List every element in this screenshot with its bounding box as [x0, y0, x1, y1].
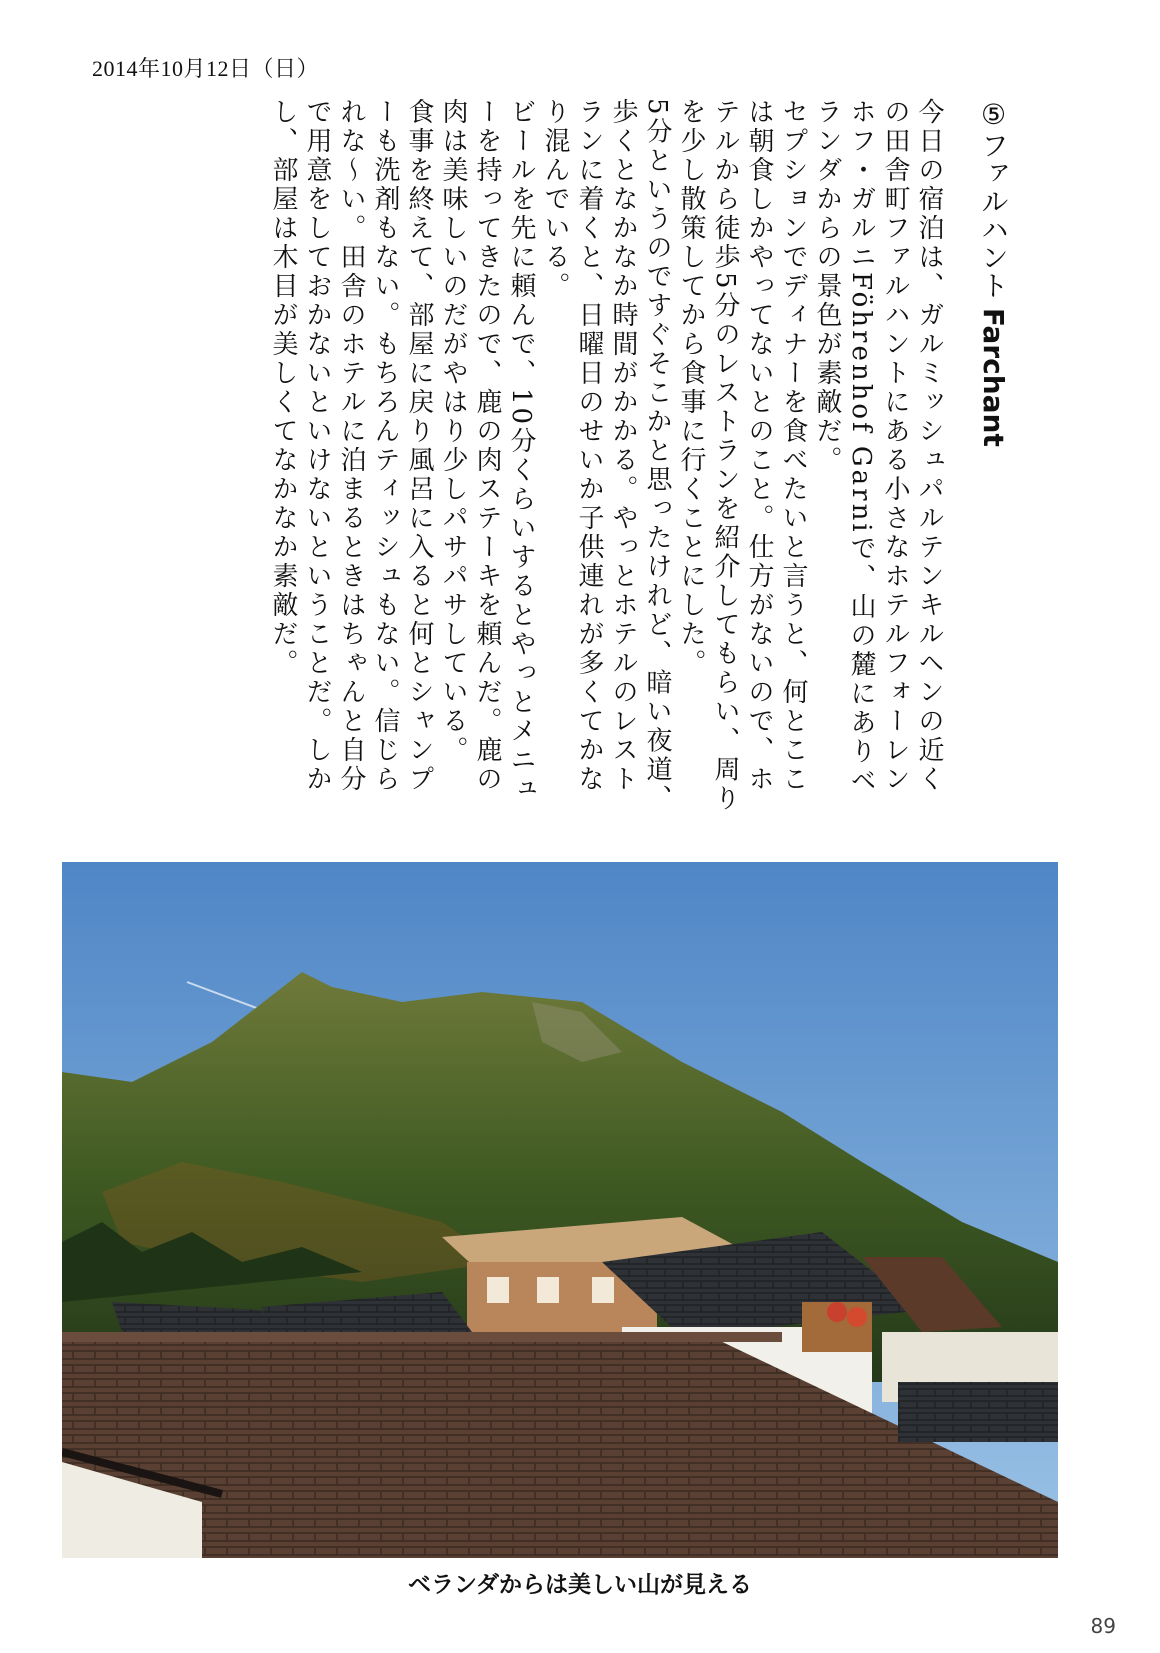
paragraph-1: 今日の宿泊は、ガルミッシュパルテンキルヘンの近くの田舎町ファルハントにある小さなホテルフォーレンホフ・ガルニFöhrenhof Garniで、山の麓にありベランダからの景色が素敵だ。	[812, 98, 944, 796]
page-number: 89	[1090, 1614, 1116, 1638]
section-number: ⑤	[977, 98, 1010, 131]
paragraph-3: 5分というのですぐそこかと思ったけれど、暗い夜道、歩くとなかなか時間がかかる。やっとホテルのレストランに着くと、日曜日のせいか子供連れが多くてかなり混んでいる。	[540, 98, 672, 814]
section-title: ファルハント	[977, 131, 1010, 299]
paragraph-2: セプションでディナーを食べたいと言うと、何とここは朝食しかやってないとのこと。仕方がないので、ホテルから徒歩5分のレストランを紹介してもらい、周りを少し散策してから食事に行くことにした。	[676, 98, 808, 814]
section-title-latin: Farchant	[977, 307, 1010, 447]
section-heading	[976, 98, 1010, 818]
paragraph-4: ビールを先に頼んで、10分くらいするとやっとメニューを持ってきたので、鹿の肉ステーキを頼んだ。鹿の肉は美味しいのだがやはり少しパサパサしている。	[438, 98, 536, 805]
mountain-photo	[62, 862, 1058, 1558]
paragraph-5: 食事を終えて、部屋に戻り風呂に入ると何とシャンプーも洗剤もない。もちろんティッシュもない。信じられな～い。田舎のホテルに泊まるときはちゃんと自分で用意をしておかないといけないということだ。しかし、部屋は木目が美しくてなかなか素敵だ。	[268, 98, 434, 794]
date-header: 2014年10月12日（日）	[92, 56, 320, 81]
article-body	[190, 98, 1010, 818]
photo-caption: ベランダからは美しい山が見える	[407, 1572, 753, 1598]
